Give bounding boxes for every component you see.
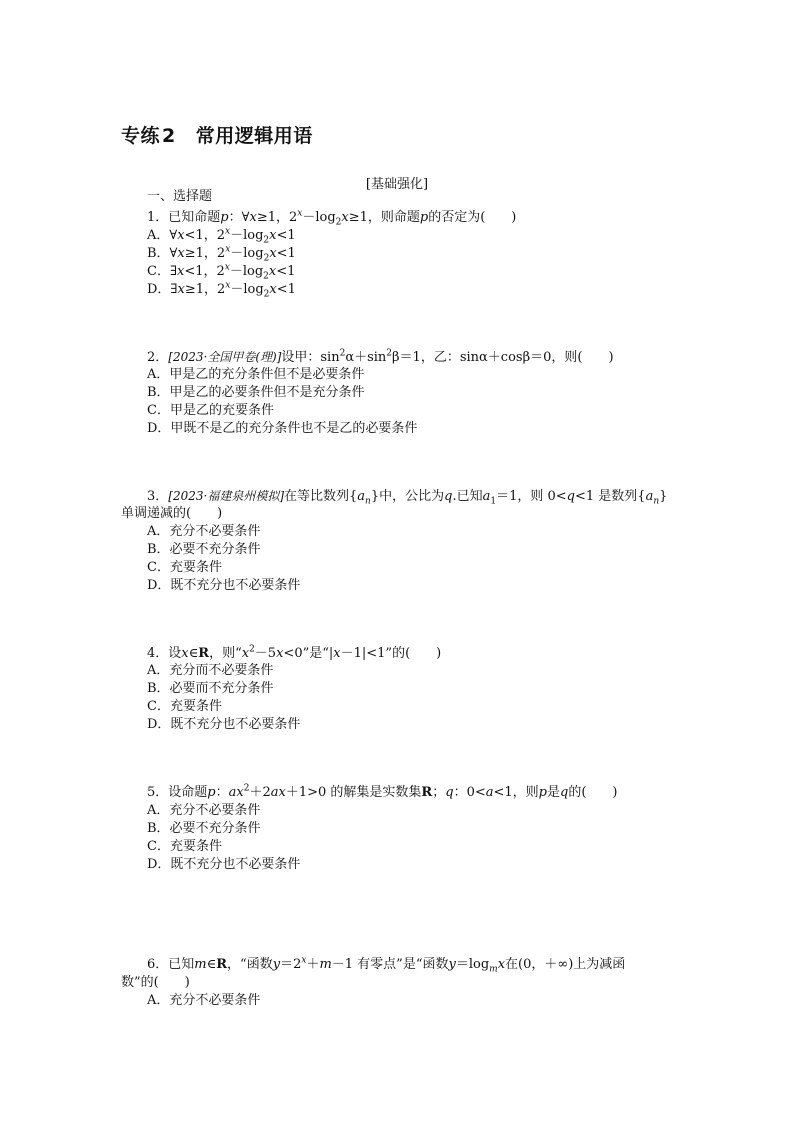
question-3-stem: 3．[2023·福建泉州模拟]在等比数列$\{a_n\}$中，公比为q.已知$a_1=1$，则 0<q<1 是数列$\{a_n\}$	[147, 489, 668, 507]
question-4-option-c: C．充要条件	[147, 699, 222, 714]
question-3-option-b: B．必要不充分条件	[147, 542, 261, 557]
question-6-stem-cont: 数”的( )	[121, 975, 190, 990]
question-6-stem: 6．已知m∈R，“函数$y=2^x+m-1$ 有零点”是“函数$y=\log_mx$在(0，＋∞)上为减函	[147, 955, 626, 975]
question-5-stem: 5．设命题p：$ax^2+2ax+1>0$ 的解集是实数集R；q：0<a<1，则p是q的( )	[147, 783, 618, 800]
question-3-option-a: A．充分不必要条件	[147, 524, 261, 539]
question-3-stem-cont: 单调递减的( )	[121, 506, 223, 521]
question-4-option-a: A．充分而不必要条件	[147, 663, 274, 678]
question-1-option-b: B．∀x≥1，$2^x-\log_2x<1$	[147, 244, 296, 264]
question-4-stem: 4．设x∈R，则“$x^2-5x<0$”是“|x－1|<1”的( )	[147, 644, 442, 661]
question-5-option-a: A．充分不必要条件	[147, 803, 261, 818]
question-5-option-b: B．必要不充分条件	[147, 821, 261, 836]
question-5-option-d: D．既不充分也不必要条件	[147, 857, 301, 872]
question-1-option-a: A．∀x<1，$2^x-\log_2x<1$	[147, 226, 296, 246]
question-4-option-b: B．必要而不充分条件	[147, 681, 274, 696]
question-3-option-d: D．既不充分也不必要条件	[147, 578, 301, 593]
question-2-option-b: B．甲是乙的必要条件但不是充分条件	[147, 385, 365, 400]
question-4-option-d: D．既不充分也不必要条件	[147, 717, 301, 732]
question-2-option-d: D．甲既不是乙的充分条件也不是乙的必要条件	[147, 421, 418, 436]
question-3-option-c: C．充要条件	[147, 560, 222, 575]
section-tag: [基础强化]	[365, 177, 429, 192]
question-1-option-c: C．∃x<1，$2^x-\log_2x<1$	[147, 262, 296, 282]
question-2-option-a: A．甲是乙的充分条件但不是必要条件	[147, 367, 365, 382]
section-heading: 一、选择题	[147, 189, 213, 204]
question-2-option-c: C．甲是乙的充要条件	[147, 403, 274, 418]
question-1-option-d: D．∃x≥1，$2^x-\log_2x<1$	[147, 280, 296, 300]
question-6-option-a: A．充分不必要条件	[147, 993, 261, 1008]
page-title: 专练 2 常用逻辑用语	[121, 125, 313, 147]
question-2-stem: 2．[2023·全国甲卷(理)]设甲：$\sin^2\alpha+\sin^2\beta=1$，乙：sinα＋cosβ＝0，则( )	[147, 348, 614, 365]
question-1-stem: 1．已知命题p：∀x≥1，$2^x-\log_2x\ge 1$，则命题p的否定为( )	[147, 208, 517, 228]
question-5-option-c: C．充要条件	[147, 839, 222, 854]
